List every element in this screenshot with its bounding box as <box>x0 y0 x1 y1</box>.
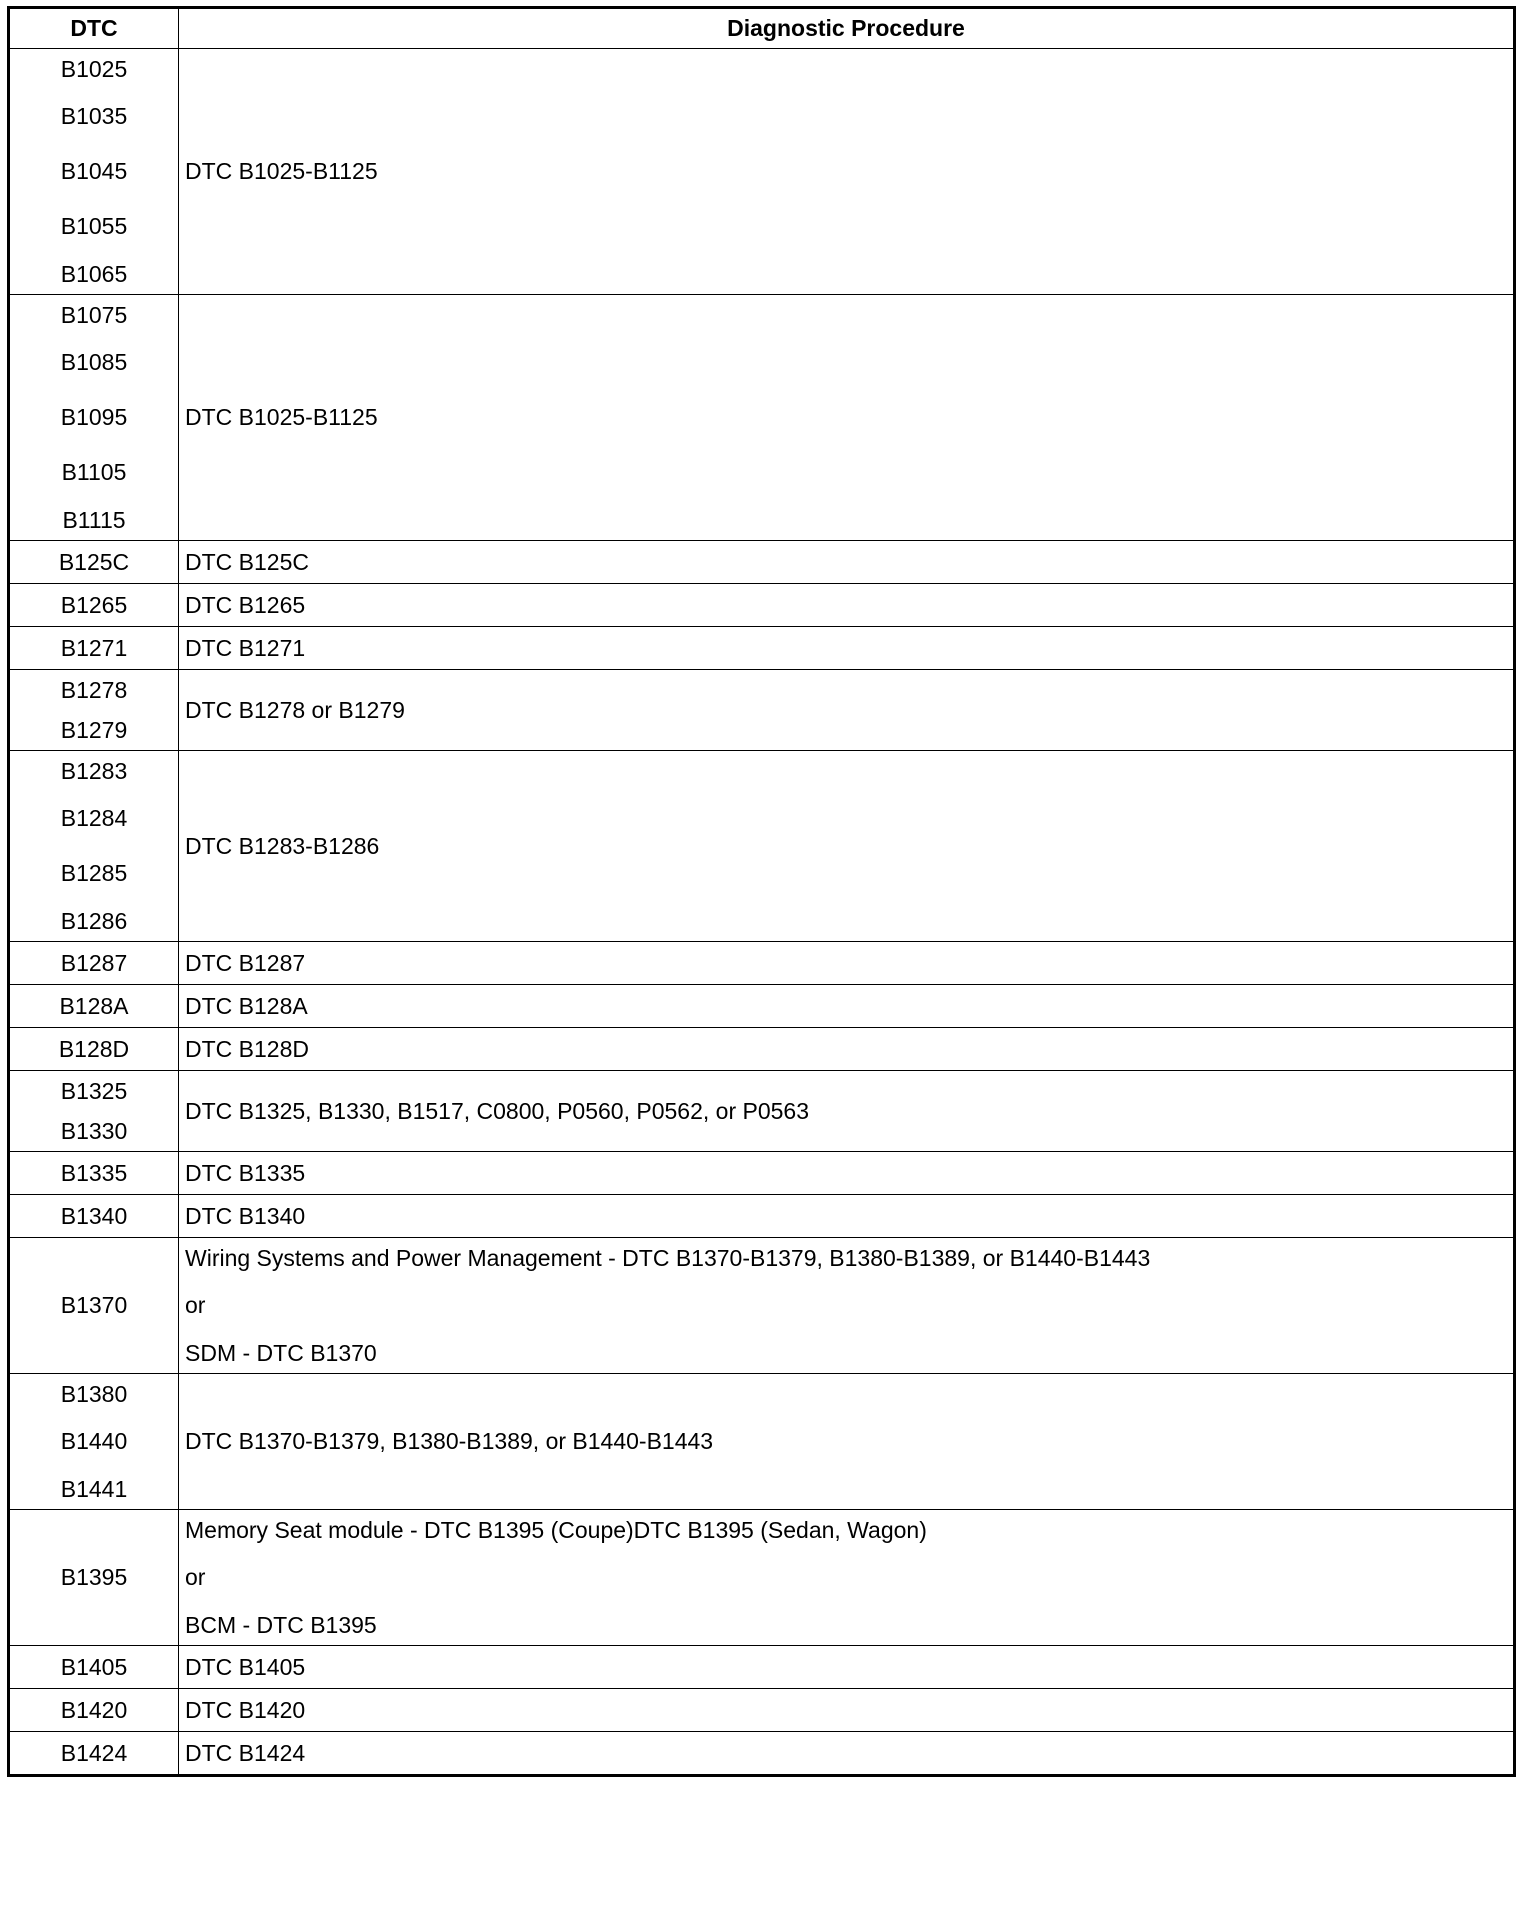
dtc-cell <box>9 751 179 942</box>
dtc-cell <box>9 1195 179 1238</box>
table-row <box>9 670 1515 751</box>
procedure-cell <box>179 584 1515 627</box>
dtc-code: B1284 <box>60 805 128 831</box>
table-row <box>9 1071 1515 1152</box>
procedure-cell <box>179 627 1515 670</box>
procedure-text: DTC B1271 <box>185 635 306 661</box>
table-row <box>9 1646 1515 1689</box>
procedure-cell <box>179 942 1515 985</box>
dtc-code: B1055 <box>60 213 128 239</box>
dtc-code: B1265 <box>60 592 128 618</box>
dtc-code: B1285 <box>60 860 128 886</box>
procedure-cell <box>179 670 1515 751</box>
procedure-text: DTC B125C <box>185 549 309 575</box>
dtc-code: B1440 <box>60 1428 128 1454</box>
header-row <box>9 8 1515 49</box>
table-row <box>9 49 1515 295</box>
dtc-table-container <box>7 6 1513 1777</box>
table-row <box>9 1195 1515 1238</box>
dtc-cell <box>9 541 179 584</box>
procedure-cell <box>179 1646 1515 1689</box>
procedure-cell <box>179 751 1515 942</box>
procedure-text: DTC B1325, B1330, B1517, C0800, P0560, P0562, or P0563 <box>185 1097 809 1124</box>
procedure-text: Memory Seat module - DTC B1395 (Coupe)DTC B1395 (Sedan, Wagon) <box>185 1517 927 1543</box>
procedure-cell <box>179 1195 1515 1238</box>
table-row <box>9 1238 1515 1374</box>
dtc-table <box>7 6 1516 1777</box>
table-row <box>9 751 1515 942</box>
dtc-cell <box>9 295 179 541</box>
header-dtc: DTC <box>9 8 179 49</box>
dtc-code: B125C <box>58 549 130 575</box>
dtc-code: B128A <box>59 993 129 1019</box>
procedure-text: DTC B128D <box>185 1036 309 1062</box>
procedure-text: BCM - DTC B1395 <box>185 1612 377 1638</box>
dtc-code: B1105 <box>61 459 127 485</box>
dtc-code: B1287 <box>60 950 128 976</box>
dtc-code: B1330 <box>60 1118 128 1144</box>
dtc-code: B1380 <box>60 1381 128 1407</box>
procedure-cell <box>179 985 1515 1028</box>
procedure-text: DTC B128A <box>185 993 308 1019</box>
dtc-cell <box>9 670 179 751</box>
dtc-code: B1340 <box>60 1203 128 1229</box>
dtc-code: B1085 <box>60 349 128 375</box>
dtc-code: B1115 <box>62 507 126 533</box>
dtc-code: B128D <box>58 1036 130 1062</box>
procedure-cell <box>179 1374 1515 1510</box>
dtc-code: B1405 <box>60 1654 128 1680</box>
dtc-code: B1286 <box>60 908 128 934</box>
table-row <box>9 1028 1515 1071</box>
dtc-code: B1441 <box>60 1476 128 1502</box>
dtc-cell <box>9 584 179 627</box>
procedure-text: DTC B1405 <box>185 1654 306 1680</box>
procedure-cell <box>179 1689 1515 1732</box>
procedure-text: DTC B1420 <box>185 1697 306 1723</box>
dtc-code: B1045 <box>60 158 128 184</box>
table-row <box>9 1732 1515 1776</box>
procedure-text: Wiring Systems and Power Management - DTC B1370-B1379, B1380-B1389, or B1440-B1443 <box>185 1245 1151 1271</box>
dtc-code: B1420 <box>60 1697 128 1723</box>
table-row <box>9 627 1515 670</box>
dtc-cell <box>9 1689 179 1732</box>
dtc-cell <box>9 1028 179 1071</box>
table-row <box>9 985 1515 1028</box>
dtc-cell <box>9 1238 179 1374</box>
dtc-cell <box>9 1732 179 1776</box>
dtc-code: B1095 <box>60 404 128 430</box>
procedure-text: DTC B1283-B1286 <box>185 832 380 859</box>
dtc-cell <box>9 1646 179 1689</box>
procedure-cell <box>179 541 1515 584</box>
table-row <box>9 1689 1515 1732</box>
dtc-cell <box>9 1374 179 1510</box>
procedure-text: DTC B1370-B1379, B1380-B1389, or B1440-B1443 <box>185 1428 714 1454</box>
dtc-cell <box>9 627 179 670</box>
procedure-text: DTC B1025-B1125 <box>185 404 378 430</box>
dtc-code: B1325 <box>60 1078 128 1104</box>
dtc-cell <box>9 985 179 1028</box>
procedure-text: DTC B1287 <box>185 950 306 976</box>
dtc-cell <box>9 49 179 295</box>
procedure-cell <box>179 1028 1515 1071</box>
dtc-code: B1283 <box>60 758 128 784</box>
table-row <box>9 1374 1515 1510</box>
dtc-code: B1065 <box>60 261 128 287</box>
procedure-text: or <box>185 1292 206 1318</box>
procedure-cell <box>179 1238 1515 1374</box>
procedure-text: DTC B1424 <box>185 1740 306 1766</box>
procedure-text: or <box>185 1564 206 1590</box>
dtc-code: B1278 <box>60 677 128 703</box>
procedure-cell <box>179 295 1515 541</box>
procedure-cell <box>179 1732 1515 1776</box>
dtc-code: B1075 <box>60 302 128 328</box>
procedure-cell <box>179 49 1515 295</box>
dtc-cell <box>9 942 179 985</box>
dtc-code: B1271 <box>60 635 128 661</box>
table-row <box>9 584 1515 627</box>
dtc-code: B1279 <box>60 717 128 743</box>
table-row <box>9 541 1515 584</box>
procedure-text: DTC B1340 <box>185 1203 306 1229</box>
procedure-text: DTC B1335 <box>185 1160 306 1186</box>
table-body <box>9 49 1515 1776</box>
dtc-code: B1370 <box>60 1292 128 1318</box>
dtc-code: B1025 <box>60 56 128 82</box>
dtc-cell <box>9 1071 179 1152</box>
procedure-text: DTC B1025-B1125 <box>185 158 378 184</box>
table-row <box>9 1152 1515 1195</box>
procedure-text: SDM - DTC B1370 <box>185 1340 377 1366</box>
dtc-code: B1424 <box>60 1740 128 1766</box>
header-diagnostic-procedure: Diagnostic Procedure <box>179 8 1515 49</box>
table-header <box>9 8 1515 49</box>
dtc-code: B1335 <box>60 1160 128 1186</box>
dtc-code: B1395 <box>60 1564 128 1590</box>
dtc-code: B1035 <box>60 103 128 129</box>
table-row <box>9 1510 1515 1646</box>
procedure-cell <box>179 1071 1515 1152</box>
procedure-text: DTC B1278 or B1279 <box>185 696 405 723</box>
dtc-cell <box>9 1152 179 1195</box>
procedure-cell <box>179 1510 1515 1646</box>
table-row <box>9 942 1515 985</box>
dtc-cell <box>9 1510 179 1646</box>
procedure-cell <box>179 1152 1515 1195</box>
procedure-text: DTC B1265 <box>185 592 306 618</box>
table-row <box>9 295 1515 541</box>
